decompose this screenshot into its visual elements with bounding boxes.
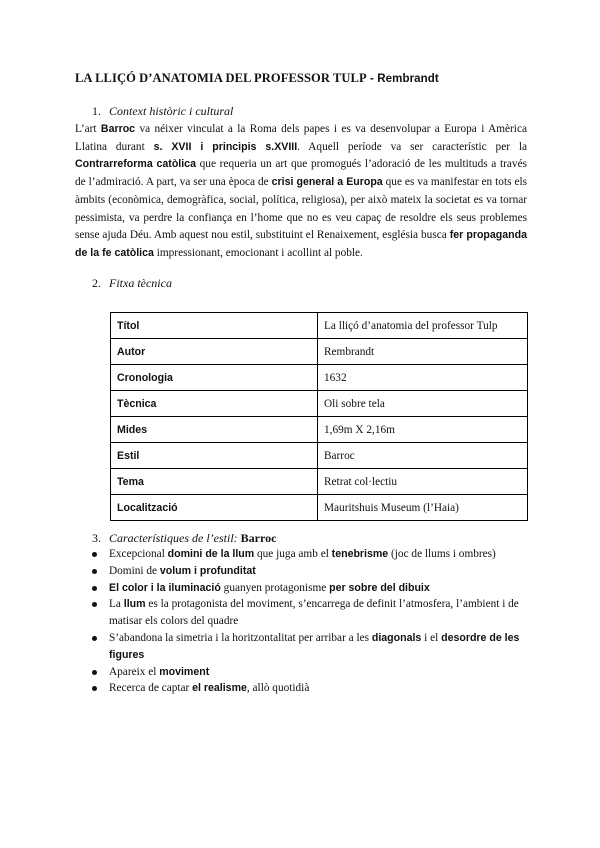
title-separator: - (366, 73, 378, 85)
section-3-heading (92, 531, 276, 546)
emph-barroc: Barroc (100, 123, 136, 135)
row-value: La lliçó d’anatomia del professor Tulp (318, 313, 528, 339)
list-item: S’abandona la simetria i la horitzontalitat per arribar a les diagonals i el desordre de les figures (92, 630, 532, 664)
section-2-number: 2. (92, 276, 101, 290)
row-value: Mauritshuis Museum (l’Haia) (318, 495, 528, 521)
row-label: Tècnica (111, 391, 318, 417)
row-label: Localització (111, 495, 318, 521)
title-main: LA LLIÇÓ D’ANATOMIA DEL PROFESSOR TULP (75, 71, 367, 85)
bullet-icon (92, 602, 97, 607)
bullet-icon (92, 586, 97, 591)
row-value: Retrat col·lectiu (318, 469, 528, 495)
section-3-title: Característiques de l’estil: (109, 531, 238, 545)
title-artist: Rembrandt (377, 73, 439, 85)
list-item: Recerca de captar el realisme, allò quotidià (92, 680, 532, 697)
technical-sheet-table (110, 312, 528, 521)
section-3-style: Barroc (240, 531, 277, 545)
style-features-list (92, 546, 532, 697)
emph-contrarreforma: Contrarreforma catòlica (75, 158, 196, 171)
table-row (111, 365, 528, 391)
section-2-heading (92, 276, 172, 291)
list-item: Apareix el moviment (92, 664, 532, 681)
table-row (111, 339, 528, 365)
row-label: Estil (111, 443, 318, 469)
row-label: Tema (111, 469, 318, 495)
row-value: 1,69m X 2,16m (318, 417, 528, 443)
table-row (111, 391, 528, 417)
emph-propaganda: fer propaganda de la fe catòlica (75, 229, 527, 259)
row-value: Barroc (318, 443, 528, 469)
section-3-number: 3. (92, 531, 101, 545)
row-label: Mides (111, 417, 318, 443)
table-row (111, 417, 528, 443)
row-value: Rembrandt (318, 339, 528, 365)
section-1-title: Context històric i cultural (109, 104, 234, 118)
table-row (111, 469, 528, 495)
bullet-icon (92, 636, 97, 641)
emph-centuries: s. XVII i principis s.XVIII (153, 140, 298, 153)
section-1-paragraph: L’art Barroc va néixer vinculat a la Roma dels papes i es va desenvolupar a Europa i Amèrica Llatina durant s. XVII i principis s.XVIII. Aquell període va ser característic per la Contrarreforma catòlica que requeria un art que promogués l’adoració de les multituds a través de l’admiració. A part, va ser una època de crisi general a Europa que es va manifestar en tots els àmbits (econòmica, demogràfica, social, política, religiosa), per això mateix la societat es va tornar pessimista, va perdre la confiança en l’home que no es veu capaç de resoldre els seus problemes sense ajuda Déu. Amb aquest nou estil, substituint el Renaixement, església busca fer propaganda de la fe catòlica impressionant, emocionant i acollint al poble. (75, 123, 527, 259)
row-label: Autor (111, 339, 318, 365)
row-value: 1632 (318, 365, 528, 391)
bullet-icon (92, 686, 97, 691)
list-item: Excepcional domini de la llum que juga amb el tenebrisme (joc de llums i ombres) (92, 546, 532, 563)
row-label: Cronologia (111, 365, 318, 391)
list-item: Domini de volum i profunditat (92, 563, 532, 580)
list-item: La llum es la protagonista del moviment, s’encarrega de definit l’atmosfera, l’ambient i de matisar els colors del quadre (92, 596, 532, 630)
section-1-number: 1. (92, 104, 101, 118)
emph-crisi: crisi general a Europa (271, 176, 383, 189)
bullet-icon (92, 552, 97, 557)
page-title (75, 71, 439, 86)
table-row (111, 443, 528, 469)
bullet-icon (92, 569, 97, 574)
table-row (111, 495, 528, 521)
table-row (111, 313, 528, 339)
row-label: Títol (111, 313, 318, 339)
bullet-icon (92, 670, 97, 675)
row-value: Oli sobre tela (318, 391, 528, 417)
section-2-title: Fitxa tècnica (109, 276, 172, 290)
list-item: El color i la iluminació guanyen protagonisme per sobre del dibuix (92, 580, 532, 597)
section-1-heading (92, 104, 233, 119)
